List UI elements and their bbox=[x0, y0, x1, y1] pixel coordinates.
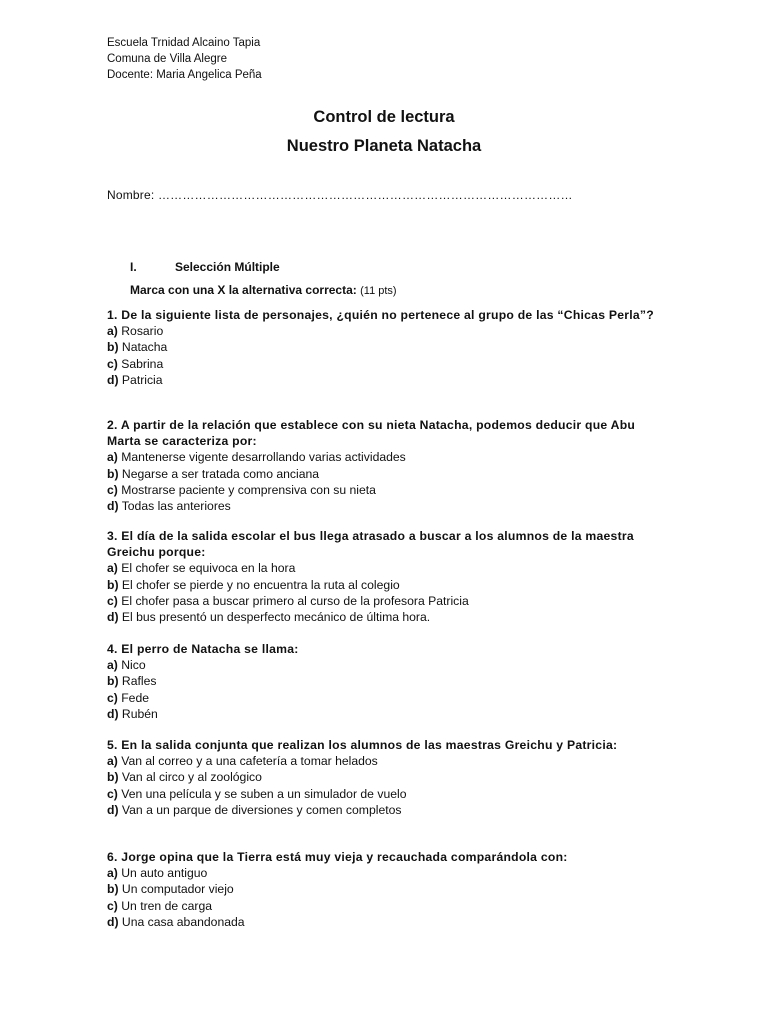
question-4 bbox=[107, 641, 657, 722]
option-text: Van al circo y al zoológico bbox=[121, 770, 262, 785]
document-header bbox=[107, 35, 262, 83]
option-d bbox=[107, 706, 657, 722]
option-letter: d) bbox=[107, 372, 119, 387]
option-text: Una casa abandonada bbox=[121, 914, 245, 929]
option-text: Nico bbox=[121, 658, 146, 673]
option-b bbox=[107, 881, 657, 897]
option-letter: a) bbox=[107, 754, 118, 769]
option-d bbox=[107, 372, 657, 388]
option-b bbox=[107, 673, 657, 689]
option-text: El chofer se equivoca en la hora bbox=[121, 561, 296, 576]
option-text: Van a un parque de diversiones y comen completos bbox=[121, 802, 402, 817]
option-text: Todas las anteriores bbox=[121, 499, 231, 514]
option-a bbox=[107, 449, 657, 465]
option-b bbox=[107, 769, 657, 785]
instruction-line bbox=[130, 283, 397, 297]
option-text: El chofer se pierde y no encuentra la ruta al colegio bbox=[121, 577, 400, 592]
option-b bbox=[107, 339, 657, 355]
option-letter: d) bbox=[107, 610, 119, 625]
option-text: Rafles bbox=[121, 674, 157, 689]
section-number: I. bbox=[130, 260, 137, 274]
document-subtitle: Nuestro Planeta Natacha bbox=[286, 137, 482, 155]
document-title: Control de lectura bbox=[313, 108, 455, 126]
option-d bbox=[107, 914, 657, 930]
option-letter: d) bbox=[107, 914, 119, 929]
option-text: Un auto antiguo bbox=[121, 866, 208, 881]
option-text: Fede bbox=[121, 690, 150, 705]
question-6 bbox=[107, 849, 657, 930]
question-3 bbox=[107, 528, 657, 625]
option-letter: b) bbox=[107, 340, 119, 355]
section-heading bbox=[130, 260, 280, 274]
question-text: 2. A partir de la relación que establece con su nieta Natacha, podemos deducir que Abu Marta se caracteriza por: bbox=[107, 418, 636, 449]
option-text: Natacha bbox=[121, 340, 168, 355]
option-c bbox=[107, 356, 657, 372]
question-1 bbox=[107, 307, 657, 388]
option-letter: a) bbox=[107, 561, 118, 576]
option-text: Un computador viejo bbox=[121, 882, 234, 897]
option-a bbox=[107, 753, 657, 769]
option-text: Un tren de carga bbox=[121, 898, 213, 913]
option-letter: c) bbox=[107, 356, 118, 371]
option-letter: b) bbox=[107, 674, 119, 689]
question-5 bbox=[107, 737, 657, 818]
option-text: Sabrina bbox=[121, 356, 164, 371]
option-a bbox=[107, 865, 657, 881]
option-letter: c) bbox=[107, 898, 118, 913]
section-name: Selección Múltiple bbox=[175, 260, 280, 274]
option-text: El chofer pasa a buscar primero al curso de la profesora Patricia bbox=[121, 593, 469, 608]
option-text: Ven una película y se suben a un simulador de vuelo bbox=[121, 786, 407, 801]
option-d bbox=[107, 802, 657, 818]
option-letter: c) bbox=[107, 593, 118, 608]
question-text: 4. El perro de Natacha se llama: bbox=[107, 642, 299, 656]
option-a bbox=[107, 323, 657, 339]
option-letter: b) bbox=[107, 882, 119, 897]
instruction-points: (11 pts) bbox=[360, 285, 397, 297]
question-text: 6. Jorge opina que la Tierra está muy vieja y recauchada comparándola con: bbox=[107, 850, 568, 864]
option-d bbox=[107, 498, 657, 514]
option-c bbox=[107, 786, 657, 802]
option-letter: b) bbox=[107, 770, 119, 785]
option-letter: d) bbox=[107, 499, 119, 514]
option-letter: a) bbox=[107, 450, 118, 465]
commune-name: Comuna de Villa Alegre bbox=[107, 53, 227, 65]
option-letter: a) bbox=[107, 324, 118, 339]
option-text: Patricia bbox=[121, 372, 163, 387]
question-text: 1. De la siguiente lista de personajes, ¿quién no pertenece al grupo de las “Chicas Perla”? bbox=[107, 308, 654, 322]
option-letter: c) bbox=[107, 690, 118, 705]
option-text: Rosario bbox=[121, 324, 164, 339]
school-name: Escuela Trnidad Alcaino Tapia bbox=[107, 37, 261, 49]
question-text: 5. En la salida conjunta que realizan los alumnos de las maestras Greichu y Patricia: bbox=[107, 738, 618, 752]
option-text: Negarse a ser tratada como anciana bbox=[121, 466, 320, 481]
option-a bbox=[107, 560, 657, 576]
name-field-line: Nombre: ………………………………………………………………………………………… bbox=[107, 188, 573, 202]
option-b bbox=[107, 577, 657, 593]
option-letter: a) bbox=[107, 658, 118, 673]
option-letter: b) bbox=[107, 577, 119, 592]
teacher-name: Docente: Maria Angelica Peña bbox=[107, 69, 262, 81]
option-letter: c) bbox=[107, 786, 118, 801]
instruction-text: Marca con una X la alternativa correcta: bbox=[130, 283, 357, 297]
question-2 bbox=[107, 417, 657, 514]
option-letter: d) bbox=[107, 706, 119, 721]
option-letter: a) bbox=[107, 866, 118, 881]
option-letter: d) bbox=[107, 802, 119, 817]
question-text: 3. El día de la salida escolar el bus llega atrasado a buscar a los alumnos de la maestra Greichu porque: bbox=[107, 529, 634, 560]
option-d bbox=[107, 609, 657, 625]
option-text: Van al correo y a una cafetería a tomar helados bbox=[121, 754, 378, 769]
option-letter: b) bbox=[107, 466, 119, 481]
option-c bbox=[107, 898, 657, 914]
option-text: El bus presentó un desperfecto mecánico de última hora. bbox=[121, 610, 431, 625]
option-text: Mantenerse vigente desarrollando varias actividades bbox=[121, 450, 406, 465]
option-c bbox=[107, 593, 657, 609]
option-text: Rubén bbox=[121, 706, 158, 721]
option-a bbox=[107, 657, 657, 673]
option-c bbox=[107, 482, 657, 498]
option-letter: c) bbox=[107, 482, 118, 497]
option-b bbox=[107, 466, 657, 482]
option-c bbox=[107, 690, 657, 706]
option-text: Mostrarse paciente y comprensiva con su nieta bbox=[121, 482, 376, 497]
